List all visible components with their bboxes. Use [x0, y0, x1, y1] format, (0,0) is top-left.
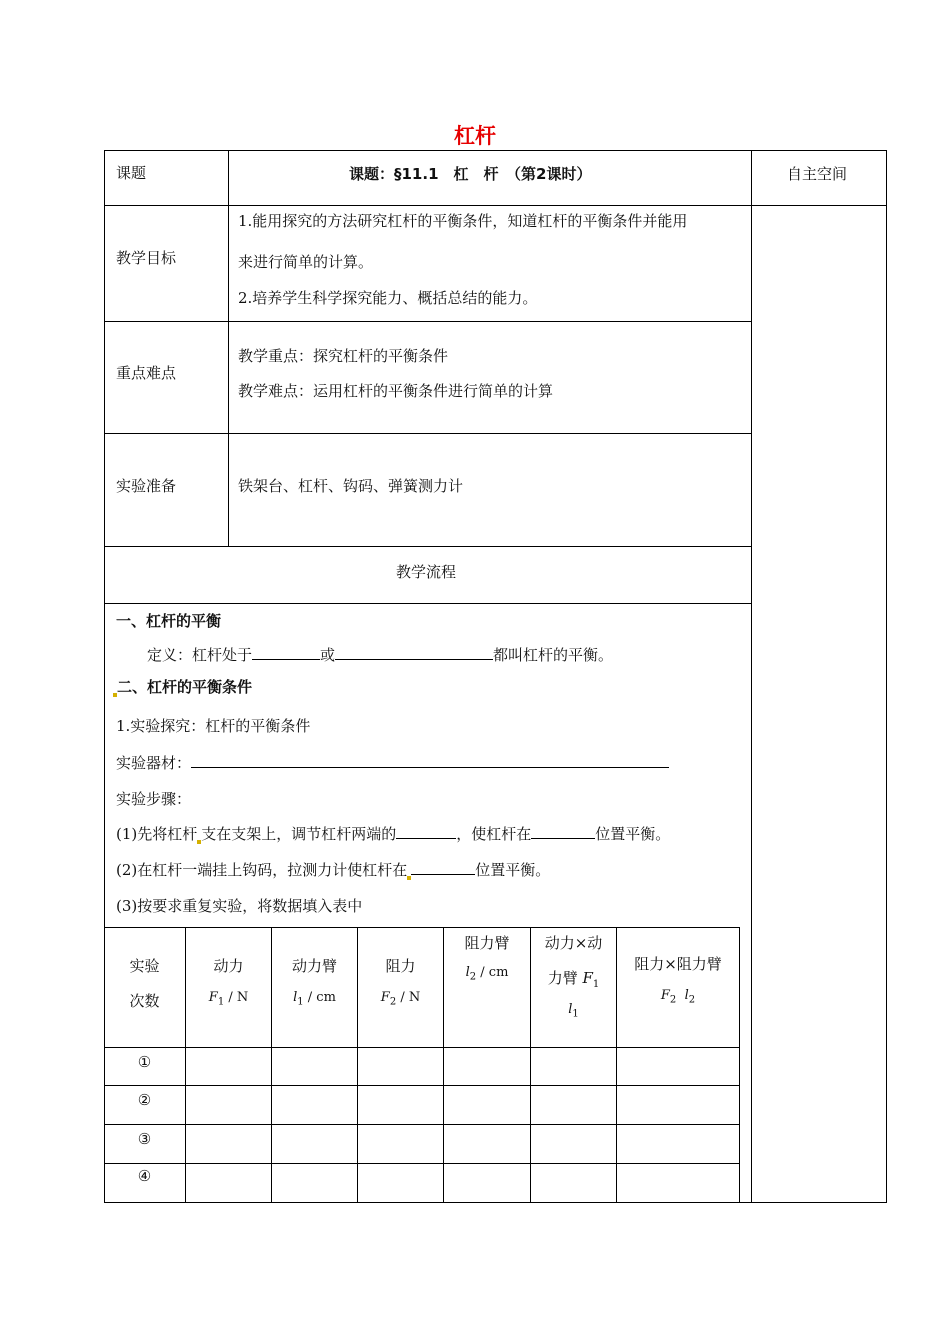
f1-symbol: F: [208, 990, 218, 1005]
header-label: 课题: [116, 164, 147, 182]
f1-unit: / N: [224, 990, 249, 1005]
col-load-label: 阻力: [385, 957, 416, 975]
step-1-text-d: 位置平衡。: [595, 825, 671, 843]
step-2: [116, 859, 550, 880]
definition-text-b: 或: [320, 646, 336, 664]
step-3: (3)按要求重复实验，将数据填入表中: [116, 897, 363, 915]
step-2-text-b: 位置平衡。: [475, 861, 551, 879]
l2-product-symbol: l: [684, 988, 689, 1003]
step-1: [116, 823, 670, 844]
blank-4[interactable]: [531, 824, 595, 839]
prep-materials: 铁架台、杠杆、钩码、弹簧测力计: [238, 477, 464, 495]
col-effort-arm-label: 动力臂: [291, 957, 337, 975]
l2-product-sub: 2: [688, 994, 696, 1006]
col-effort-product-line-1: 动力×动: [544, 934, 603, 952]
l1-symbol: l: [293, 990, 298, 1005]
equipment-line: [116, 752, 669, 773]
col-load-product: [617, 953, 739, 1006]
key-point: 教学重点：探究杠杆的平衡条件: [238, 347, 449, 365]
col-effort-product: [531, 932, 616, 1020]
col-effort-label: 动力: [213, 957, 244, 975]
col-effort-arm: [272, 955, 357, 1008]
l2-unit: / cm: [476, 965, 509, 980]
blank-1[interactable]: [252, 645, 320, 660]
col-load-arm: [444, 932, 530, 983]
steps-label: 实验步骤：: [116, 790, 192, 808]
data-table: [104, 927, 740, 1203]
col-trial: [104, 955, 185, 1011]
step-1-text-b: 支在支架上，调节杠杆两端的: [201, 825, 397, 843]
row-1-number: ①: [137, 1053, 152, 1071]
equipment-blank[interactable]: [191, 753, 669, 768]
course-title: 课题：§11.1 杠 杆 （第2课时）: [349, 165, 592, 183]
f1-sub: 1: [217, 996, 225, 1008]
l1-product-symbol: l: [568, 1002, 573, 1017]
f2-product-sub: 2: [669, 994, 677, 1006]
row-3-number: ③: [137, 1130, 152, 1148]
blank-5[interactable]: [411, 860, 475, 875]
f2-unit: / N: [396, 990, 421, 1005]
blank-2[interactable]: [335, 645, 493, 660]
section-2-heading: [113, 676, 252, 697]
f1-product-sub: 1: [592, 979, 600, 990]
goal-2: 2.培养学生科学探究能力、概括总结的能力。: [238, 289, 538, 307]
row-4-number: ④: [137, 1167, 152, 1185]
page-title: 杠杆: [454, 124, 496, 148]
step-1-text-a: (1)先将杠杆: [116, 825, 198, 843]
col-load-product-label: 阻力×阻力臂: [634, 955, 722, 973]
section-1-heading: 一、杠杆的平衡: [116, 612, 222, 630]
l2-symbol: l: [465, 965, 470, 980]
l1-sub: 1: [297, 996, 304, 1008]
blank-3[interactable]: [396, 824, 456, 839]
experiment-title: 1.实验探究：杠杆的平衡条件: [116, 717, 311, 735]
difficult-point: 教学难点：运用杠杆的平衡条件进行简单的计算: [238, 382, 554, 400]
f2-sub: 2: [389, 996, 397, 1008]
prep-label: 实验准备: [116, 477, 177, 495]
marker-icon: [407, 876, 411, 880]
col-trial-line-2: 次数: [129, 992, 160, 1010]
f2-symbol: F: [380, 990, 390, 1005]
equipment-label: 实验器材：: [116, 754, 192, 772]
flow-heading: 教学流程: [396, 563, 457, 581]
col-load-arm-label: 阻力臂: [464, 934, 510, 952]
step-2-text-a: (2)在杠杆一端挂上钩码，拉测力计使杠杆在: [116, 861, 408, 879]
row-2-number: ②: [137, 1091, 152, 1109]
definition-line: [147, 644, 613, 665]
definition-text-c: 都叫杠杆的平衡。: [493, 646, 614, 664]
lesson-plan-table: [104, 150, 887, 1203]
section-2-text: 二、杠杆的平衡条件: [117, 678, 253, 696]
col-trial-line-1: 实验: [129, 957, 160, 975]
goal-1-line-1: 1.能用探究的方法研究杠杆的平衡条件，知道杠杆的平衡条件并能用: [238, 212, 688, 230]
l1-unit: / cm: [303, 990, 336, 1005]
goal-1-line-2: 来进行简单的计算。: [238, 253, 374, 271]
l2-sub: 2: [469, 971, 477, 983]
key-label: 重点难点: [116, 364, 177, 382]
definition-text-a: 定义：杠杆处于: [147, 646, 253, 664]
col-effort-product-line-2: 力臂: [547, 969, 583, 987]
goals-label: 教学目标: [116, 249, 177, 267]
f2-product-symbol: F: [660, 988, 670, 1003]
col-load: [358, 955, 443, 1008]
f1-product-symbol: F: [582, 969, 593, 987]
l1-product-sub: 1: [572, 1008, 579, 1020]
col-effort: [186, 955, 271, 1008]
step-1-text-c: ，使杠杆在: [456, 825, 532, 843]
side-space-label: 自主空间: [787, 165, 848, 183]
